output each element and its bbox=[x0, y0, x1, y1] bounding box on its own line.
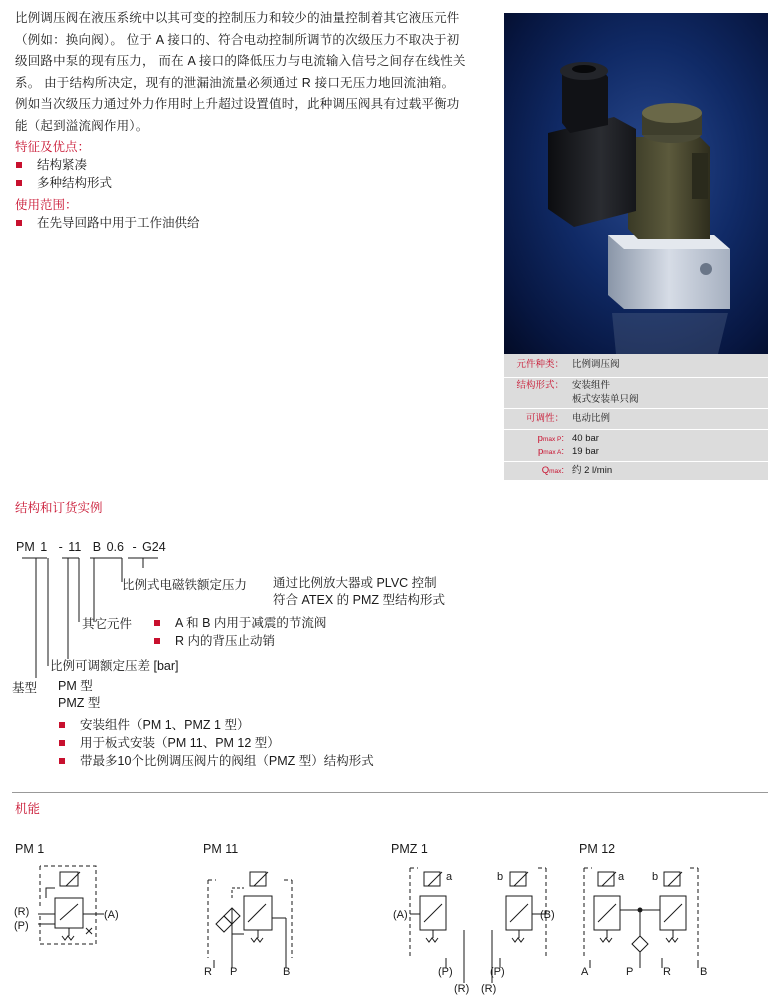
port-label: b bbox=[497, 871, 504, 883]
port-label: (A) bbox=[104, 909, 119, 921]
base-items-list bbox=[58, 716, 374, 770]
spec-value: 19 bar bbox=[572, 446, 599, 457]
features-list bbox=[15, 156, 485, 192]
voltage-label: 比例式电磁铁额定压力 bbox=[122, 578, 248, 592]
order-heading: 结构和订货实例 bbox=[15, 501, 103, 515]
spec-label: Qmax: bbox=[541, 465, 564, 476]
table-row bbox=[504, 430, 768, 462]
table-row bbox=[504, 378, 768, 409]
spec-symbol: Q bbox=[541, 465, 550, 476]
table-row bbox=[504, 354, 768, 378]
list-item: A 和 B 内用于减震的节流阀 bbox=[153, 614, 326, 632]
spec-value: 板式安装单只阀 bbox=[572, 394, 639, 405]
amplifier-note-line: 符合 ATEX 的 PMZ 型结构形式 bbox=[273, 593, 445, 607]
diagram-pm1 bbox=[38, 866, 104, 944]
port-label: (P) bbox=[438, 966, 453, 978]
intro-line: 能（起到溢流阀作用）。 bbox=[15, 118, 149, 133]
intro-text bbox=[15, 8, 493, 137]
spec-label: 元件种类： bbox=[516, 359, 564, 370]
code-pressure: - 11 bbox=[58, 540, 82, 554]
port-label: a bbox=[446, 871, 453, 883]
base-label: 基型 bbox=[12, 681, 38, 695]
base-types bbox=[58, 678, 100, 712]
base-type: PMZ 型 bbox=[58, 696, 101, 710]
usage-section bbox=[15, 196, 485, 232]
product-photo bbox=[504, 13, 768, 354]
diagram-title: PM 12 bbox=[579, 842, 616, 856]
list-item: R 内的背压止动销 bbox=[153, 632, 326, 650]
spec-value: 约 2 l/min bbox=[572, 465, 613, 476]
list-item: 带最多10个比例调压阀片的阀组（PMZ 型）结构形式 bbox=[58, 752, 374, 770]
features-section bbox=[15, 138, 485, 192]
port-label: B bbox=[283, 966, 291, 978]
function-heading: 机能 bbox=[15, 802, 41, 816]
list-item: 安装组件（PM 1、PMZ 1 型） bbox=[58, 716, 374, 734]
amplifier-note-line: 通过比例放大器或 PLVC 控制 bbox=[273, 576, 437, 590]
spec-label: 结构形式： bbox=[516, 380, 564, 391]
spec-subscript: max P bbox=[542, 436, 562, 443]
amplifier-note bbox=[273, 575, 445, 609]
usage-heading: 使用范围： bbox=[15, 198, 78, 212]
port-label: a bbox=[618, 871, 625, 883]
spec-table bbox=[504, 354, 768, 480]
diagram-title: PM 11 bbox=[203, 842, 239, 856]
port-label: b bbox=[652, 871, 659, 883]
port-label: (P) bbox=[490, 966, 505, 978]
valve-illustration bbox=[504, 13, 768, 354]
spec-value: 电动比例 bbox=[572, 413, 611, 424]
spec-subscript: max A bbox=[543, 449, 562, 456]
diagram-title: PM 1 bbox=[15, 842, 45, 856]
diagram-pm11 bbox=[208, 872, 292, 968]
port-label: (R) bbox=[14, 906, 30, 918]
port-label: (A) bbox=[393, 909, 408, 921]
list-item: 用于板式安装（PM 11、PM 12 型） bbox=[58, 734, 374, 752]
section-divider bbox=[12, 792, 768, 793]
list-item: 结构紧凑 bbox=[15, 156, 485, 174]
spec-symbol: p bbox=[538, 446, 544, 457]
intro-line: 例如当次级压力通过外力作用时上升超过设置值时，此种调压阀具有过载平衡功 bbox=[15, 97, 460, 111]
features-heading: 特征及优点： bbox=[15, 140, 91, 154]
spec-label: pmax A: bbox=[538, 446, 564, 457]
spec-label: pmax P: bbox=[537, 433, 564, 444]
port-label: (P) bbox=[14, 920, 29, 932]
table-row bbox=[504, 409, 768, 430]
order-code bbox=[16, 540, 166, 554]
other-label: 其它元件 bbox=[82, 617, 133, 631]
code-voltage: - G24 bbox=[132, 540, 166, 554]
diagram-title: PMZ 1 bbox=[391, 842, 428, 856]
spec-value: 安装组件 bbox=[572, 380, 611, 391]
table-row bbox=[504, 462, 768, 480]
port-label: P bbox=[626, 966, 634, 978]
intro-line: 级回路中泵的现有压力， 而在 A 接口的降低压力与电流输入信号之间存在线性关 bbox=[15, 54, 466, 68]
port-label: B bbox=[700, 966, 708, 978]
spec-value: 40 bar bbox=[572, 433, 599, 444]
port-label: R bbox=[663, 966, 671, 978]
port-label: (B) bbox=[540, 909, 555, 921]
spec-value: 比例调压阀 bbox=[572, 359, 620, 370]
port-label: R bbox=[204, 966, 212, 978]
code-base: PM 1 bbox=[16, 540, 48, 554]
function-diagrams bbox=[0, 858, 781, 1003]
intro-line: 比例调压阀在液压系统中以其可变的控制压力和较少的油量控制着其它液压元件 bbox=[15, 11, 460, 25]
list-item: 在先导回路中用于工作油供给 bbox=[15, 214, 485, 232]
list-item: 多种结构形式 bbox=[15, 174, 485, 192]
port-label: A bbox=[581, 966, 589, 978]
pressure-label: 比例可调额定压差 [bar] bbox=[50, 659, 179, 673]
port-label: (R) bbox=[454, 983, 470, 995]
code-other: B 0.6 bbox=[92, 540, 124, 554]
port-label: (R) bbox=[481, 983, 497, 995]
usage-list bbox=[15, 214, 485, 232]
diagram-pm12 bbox=[584, 868, 698, 968]
spec-subscript: max bbox=[549, 468, 562, 475]
port-label: P bbox=[230, 966, 238, 978]
intro-line: （例如：换向阀）。 位于 A 接口的、符合电动控制所调节的次级压力不取决于初 bbox=[15, 32, 460, 47]
other-items-list bbox=[153, 614, 326, 650]
spec-label: 可调性： bbox=[525, 413, 564, 424]
base-type: PM 型 bbox=[58, 679, 93, 693]
spec-symbol: p bbox=[537, 433, 543, 444]
intro-line: 系。 由于结构所决定，现有的泄漏油流量必须通过 R 接口无压力地回流油箱。 bbox=[15, 75, 455, 90]
diagram-pmz1 bbox=[410, 868, 546, 983]
